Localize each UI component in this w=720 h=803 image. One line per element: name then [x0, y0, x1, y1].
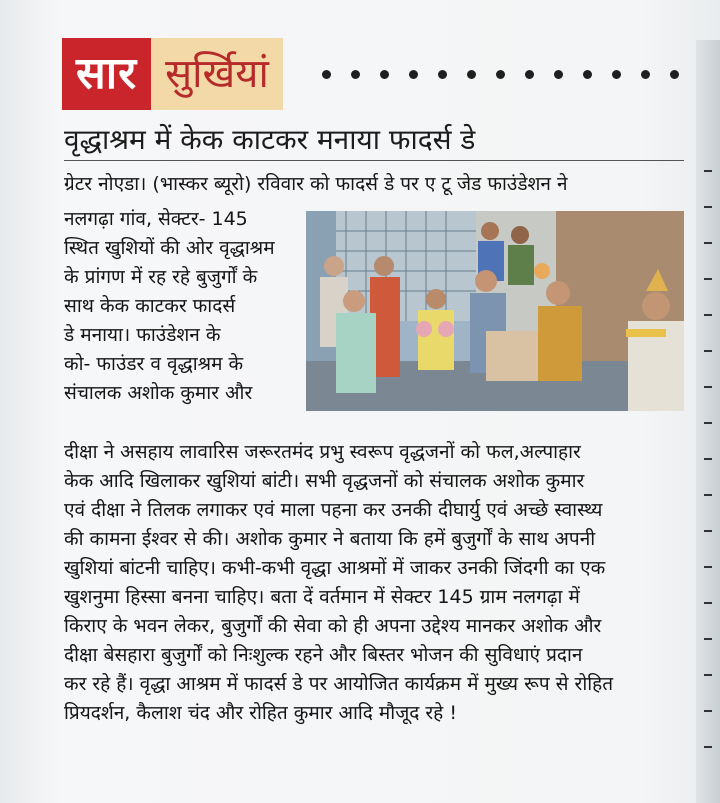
headline-underline [64, 160, 684, 161]
tick [704, 422, 712, 424]
text-line: नलगढ़ा गांव, सेक्टर- 145 [64, 208, 248, 230]
dot [583, 70, 592, 79]
tick [704, 674, 712, 676]
dot [554, 70, 563, 79]
article-headline: वृद्धाश्रम में केक काटकर मनाया फादर्स डे [64, 123, 476, 156]
article-photo [306, 211, 684, 411]
dot [322, 70, 331, 79]
text-line: दीक्षा ने असहाय लावारिस जरूरतमंद प्रभु स्वरूप वृद्धजनों को फल,अल्पाहार [64, 441, 581, 463]
section-header [62, 38, 283, 110]
tick [704, 746, 712, 748]
article-side-text [64, 205, 300, 408]
dot [670, 70, 679, 79]
text-line: डे मनाया। फाउंडेशन के [64, 324, 221, 346]
dot [641, 70, 650, 79]
tick [704, 494, 712, 496]
text-line: खुशनुमा हिस्सा बनना चाहिए। बता दें वर्तमान में सेक्टर 145 ग्राम नलगढ़ा में [64, 586, 580, 608]
tick [704, 170, 712, 172]
text-line: साथ केक काटकर फादर्स [64, 295, 236, 317]
text-line: किराए के भवन लेकर, बुजुर्गों की सेवा को ही अपना उद्देश्य मानकर अशोक और [64, 615, 602, 637]
tick [704, 350, 712, 352]
dot [612, 70, 621, 79]
dot [496, 70, 505, 79]
section-tag-secondary: सुर्खियां [151, 38, 283, 110]
text-line: को- फाउंडर व वृद्धाश्रम के [64, 353, 244, 375]
dot [525, 70, 534, 79]
dot [409, 70, 418, 79]
tick [704, 710, 712, 712]
text-line: के प्रांगण में रह रहे बुजुर्गों के [64, 266, 258, 288]
text-line: स्थित खुशियों की ओर वृद्धाश्रम [64, 237, 275, 259]
text-line: एवं दीक्षा ने तिलक लगाकर एवं माला पहना कर उनकी दीघार्यु एवं अच्छे स्वास्थ्य [64, 499, 603, 521]
text-line: संचालक अशोक कुमार और [64, 382, 253, 404]
text-line: की कामना ईश्वर से की। अशोक कुमार ने बताया कि हमें बुजुर्गों के साथ अपनी [64, 528, 596, 550]
text-line: प्रियदर्शन, कैलाश चंद और रोहित कुमार आदि मौजूद रहे ! [64, 702, 457, 724]
text-line: केक आदि खिलाकर खुशियां बांटी। सभी वृद्धजनों को संचालक अशोक कुमार [64, 470, 585, 492]
tick [704, 566, 712, 568]
tick [704, 314, 712, 316]
text-line: दीक्षा बेसहारा बुजुर्गों को निःशुल्क रहने और बिस्तर भोजन की सुविधाएं प्रदान [64, 644, 583, 666]
text-line: ग्रेटर नोएडा। (भास्कर ब्यूरो) रविवार को फादर्स डे पर ए टू जेड फाउंडेशन ने [64, 173, 568, 195]
article-body [64, 438, 688, 728]
dot [380, 70, 389, 79]
dot [438, 70, 447, 79]
dot [351, 70, 360, 79]
tick [704, 458, 712, 460]
tick [704, 602, 712, 604]
section-tag-primary: सार [62, 38, 151, 110]
tick [704, 206, 712, 208]
tick [704, 530, 712, 532]
tick [704, 386, 712, 388]
adjacent-column-markers [704, 170, 714, 800]
article-intro [64, 170, 684, 199]
tick [704, 278, 712, 280]
text-line: खुशियां बांटनी चाहिए। कभी-कभी वृद्धा आश्रमों में जाकर उनकी जिंदगी का एक [64, 557, 606, 579]
dotted-rule [322, 68, 702, 80]
text-line: कर रहे हैं। वृद्धा आश्रम में फादर्स डे पर आयोजित कार्यक्रम में मुख्य रूप से रोहित [64, 673, 614, 695]
tick [704, 242, 712, 244]
tick [704, 638, 712, 640]
dot [467, 70, 476, 79]
